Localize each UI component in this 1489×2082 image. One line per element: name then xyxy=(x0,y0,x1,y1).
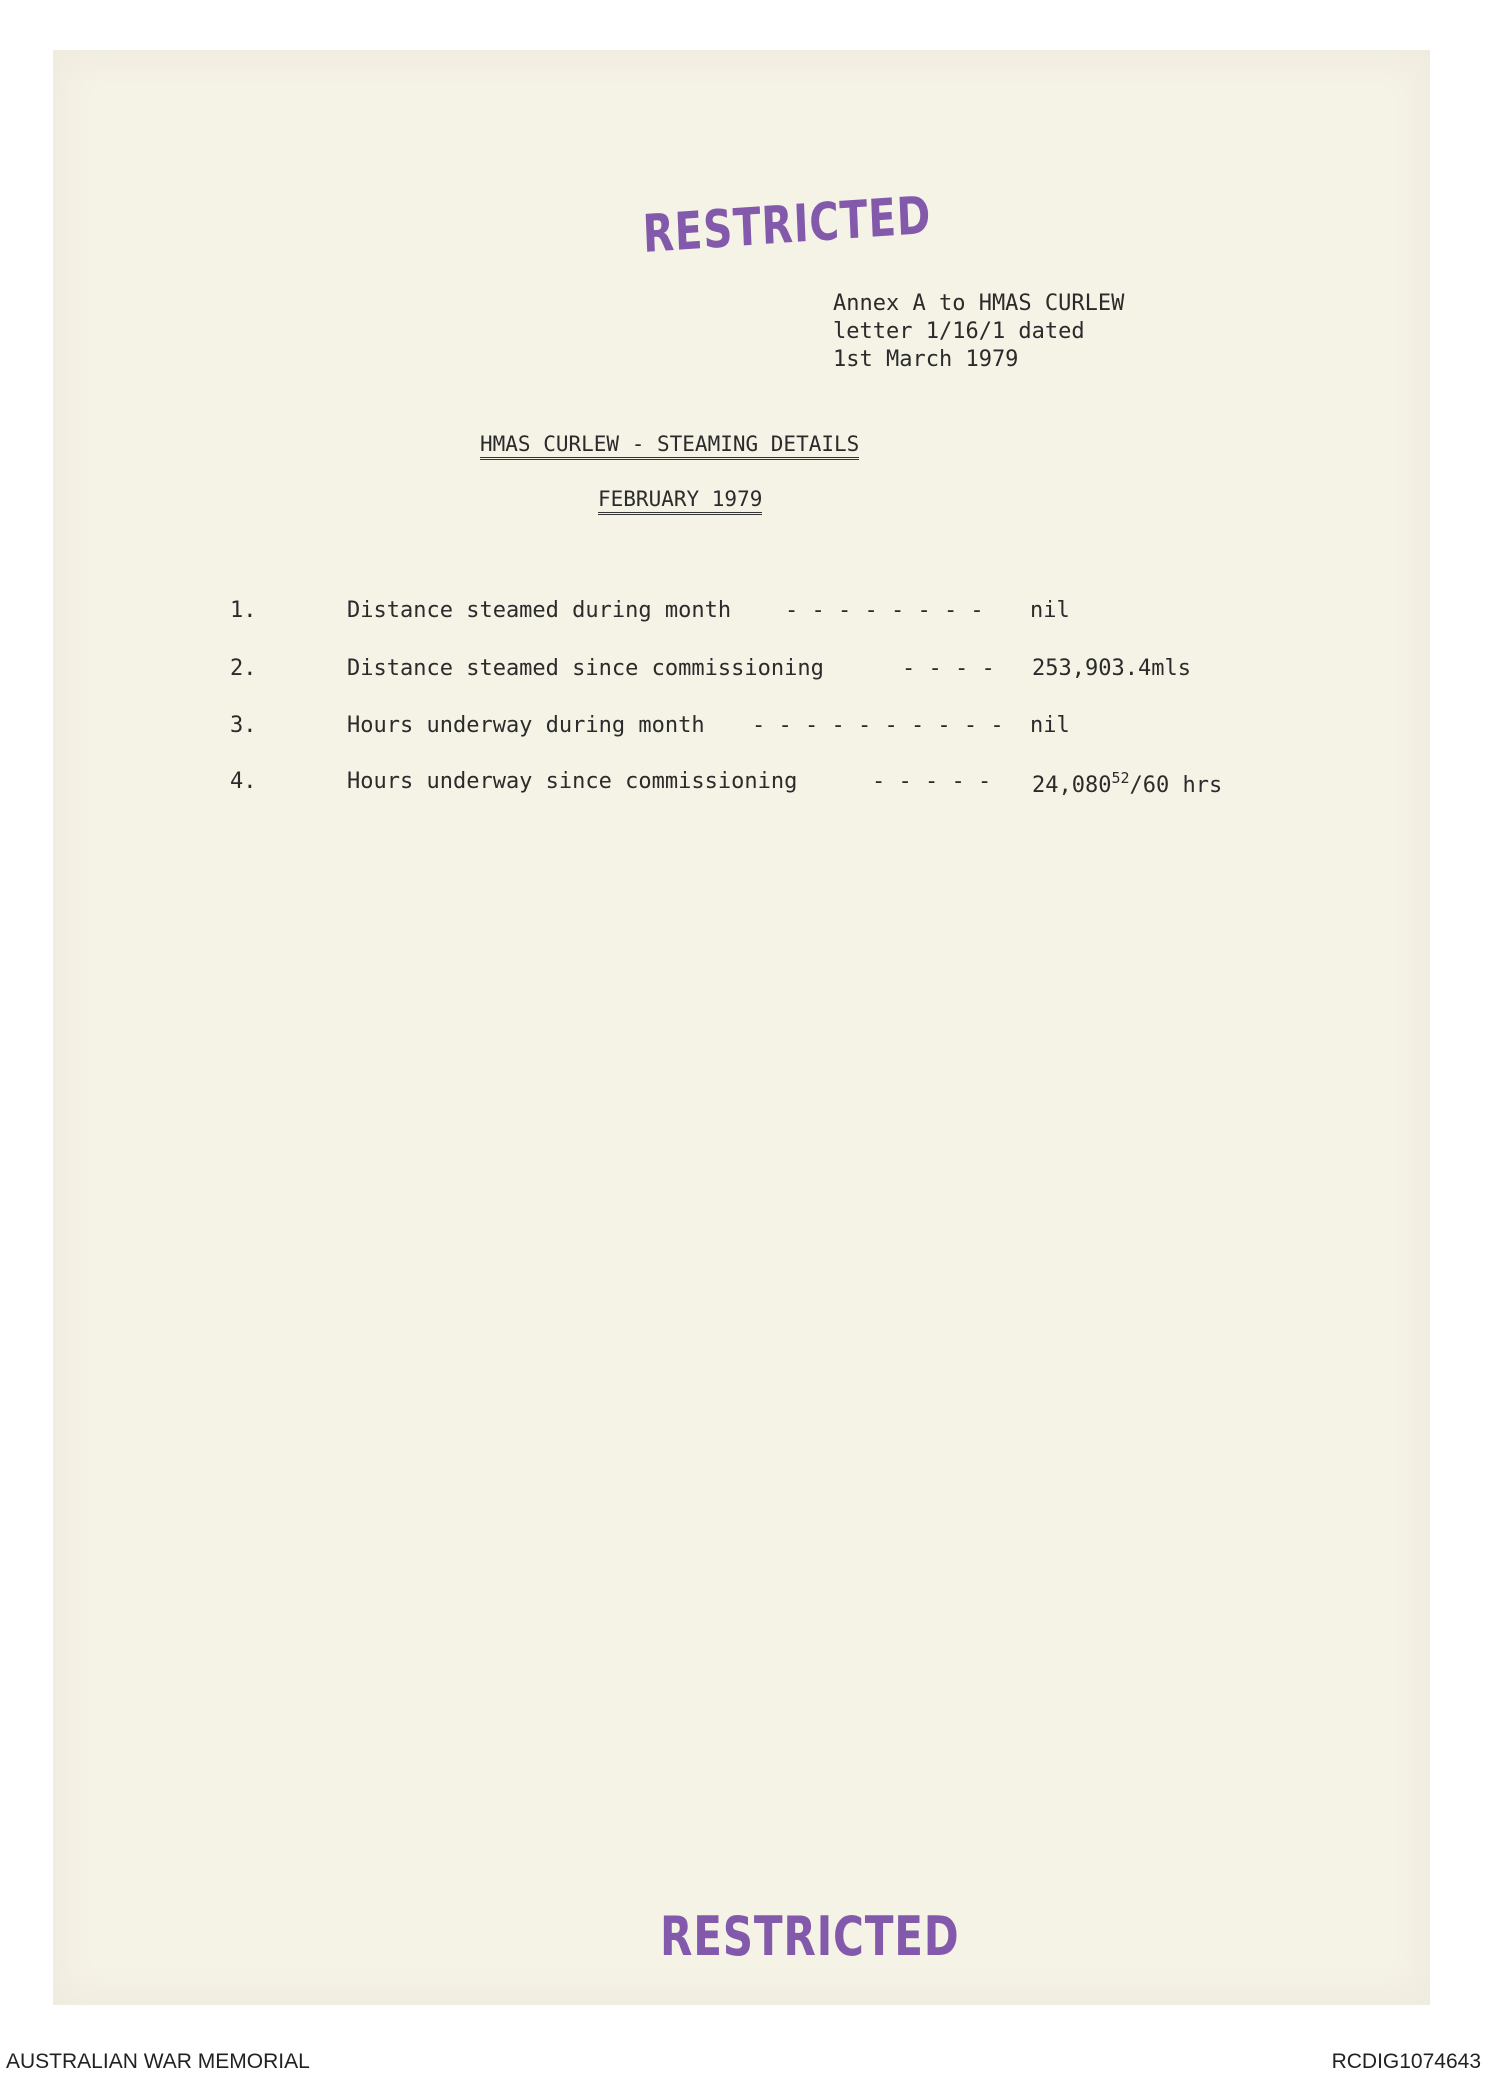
item-label: Distance steamed during month xyxy=(347,598,732,623)
item-leader-dashes: - - - - - - - - xyxy=(785,598,984,623)
item-value xyxy=(1032,769,1222,798)
annex-line: Annex A to HMAS CURLEW xyxy=(833,291,1125,316)
item-leader-dashes: - - - - xyxy=(902,656,995,681)
restricted-stamp-bottom: RESTRICTED xyxy=(660,1905,960,1968)
item-label: Hours underway since commissioning xyxy=(347,769,798,794)
annex-line: letter 1/16/1 dated xyxy=(833,319,1085,344)
annex-reference xyxy=(833,290,1124,374)
item-number: 3. xyxy=(230,713,257,738)
item-value-tail: /60 hrs xyxy=(1129,773,1223,798)
item-label: Hours underway during month xyxy=(347,713,705,738)
item-label: Distance steamed since commissioning xyxy=(347,656,824,681)
item-leader-dashes: - - - - - xyxy=(872,769,992,794)
document-title: HMAS CURLEW - STEAMING DETAILS xyxy=(480,432,859,460)
item-value-main: 24,080 xyxy=(1032,773,1112,798)
item-leader-dashes: - - - - - - - - - - xyxy=(752,713,1004,738)
item-value: 253,903.4mls xyxy=(1032,656,1191,681)
document-subtitle: FEBRUARY 1979 xyxy=(598,487,762,515)
item-number: 2. xyxy=(230,656,257,681)
archive-reference-id: RCDIG1074643 xyxy=(1331,2050,1481,2073)
paper-sheet xyxy=(53,50,1430,2005)
item-value-superscript: 52 xyxy=(1111,769,1130,787)
item-value: nil xyxy=(1030,713,1070,738)
item-value: nil xyxy=(1030,598,1070,623)
annex-line: 1st March 1979 xyxy=(833,347,1019,372)
item-number: 1. xyxy=(230,598,257,623)
item-number: 4. xyxy=(230,769,257,794)
archive-credit: AUSTRALIAN WAR MEMORIAL xyxy=(6,2050,310,2073)
restricted-stamp-top: RESTRICTED xyxy=(641,185,933,265)
